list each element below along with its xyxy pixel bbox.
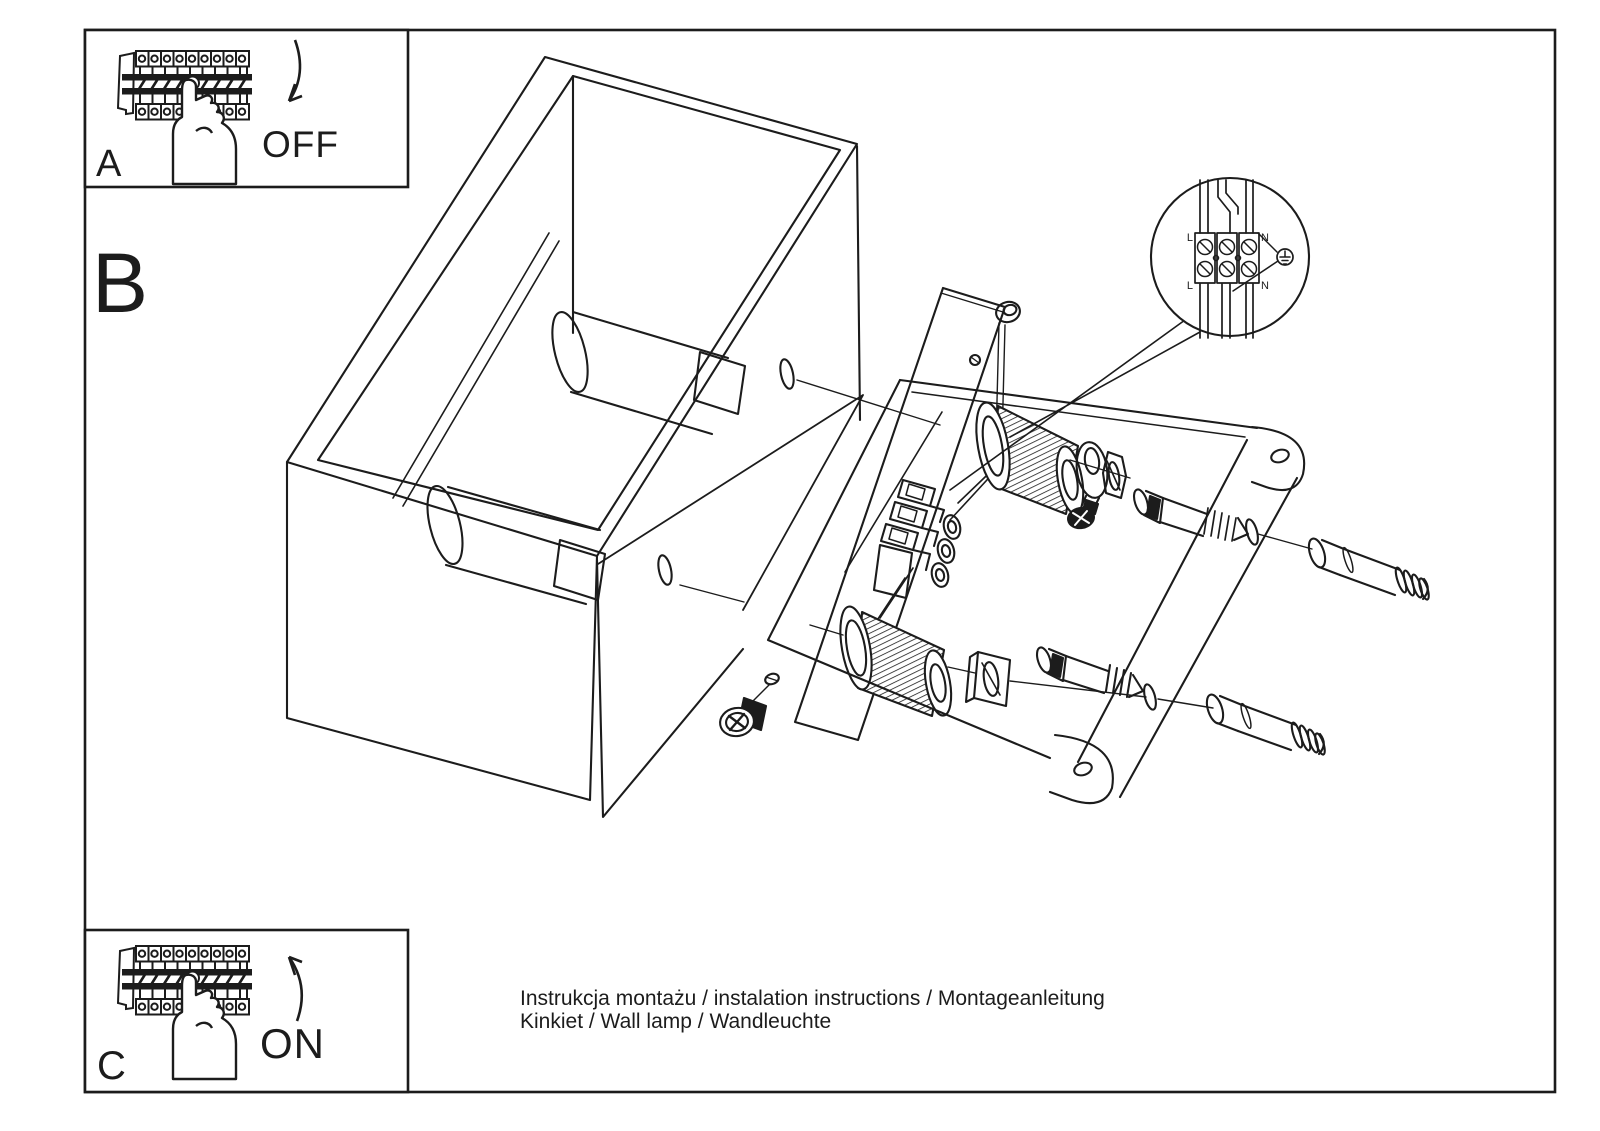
step-c-label: C — [97, 1044, 126, 1088]
step-a-action-label: OFF — [262, 124, 339, 165]
step-c-panel — [85, 930, 408, 1092]
label-neutral-bottom: N — [1261, 280, 1269, 292]
label-line-bottom: L — [1186, 280, 1193, 292]
label-neutral-top: N — [1261, 232, 1269, 244]
wiring-detail-circle — [1151, 178, 1309, 338]
step-b-label: B — [92, 236, 149, 330]
step-a-label: A — [96, 143, 122, 185]
label-line-top: L — [1186, 232, 1193, 244]
step-c-action-label: ON — [260, 1020, 325, 1067]
step-a-panel — [85, 30, 408, 187]
footer-line-2: Kinkiet / Wall lamp / Wandleuchte — [520, 1010, 832, 1033]
footer-line-1: Instrukcja montażu / instalation instructions / Montageanleitung — [520, 987, 1105, 1010]
